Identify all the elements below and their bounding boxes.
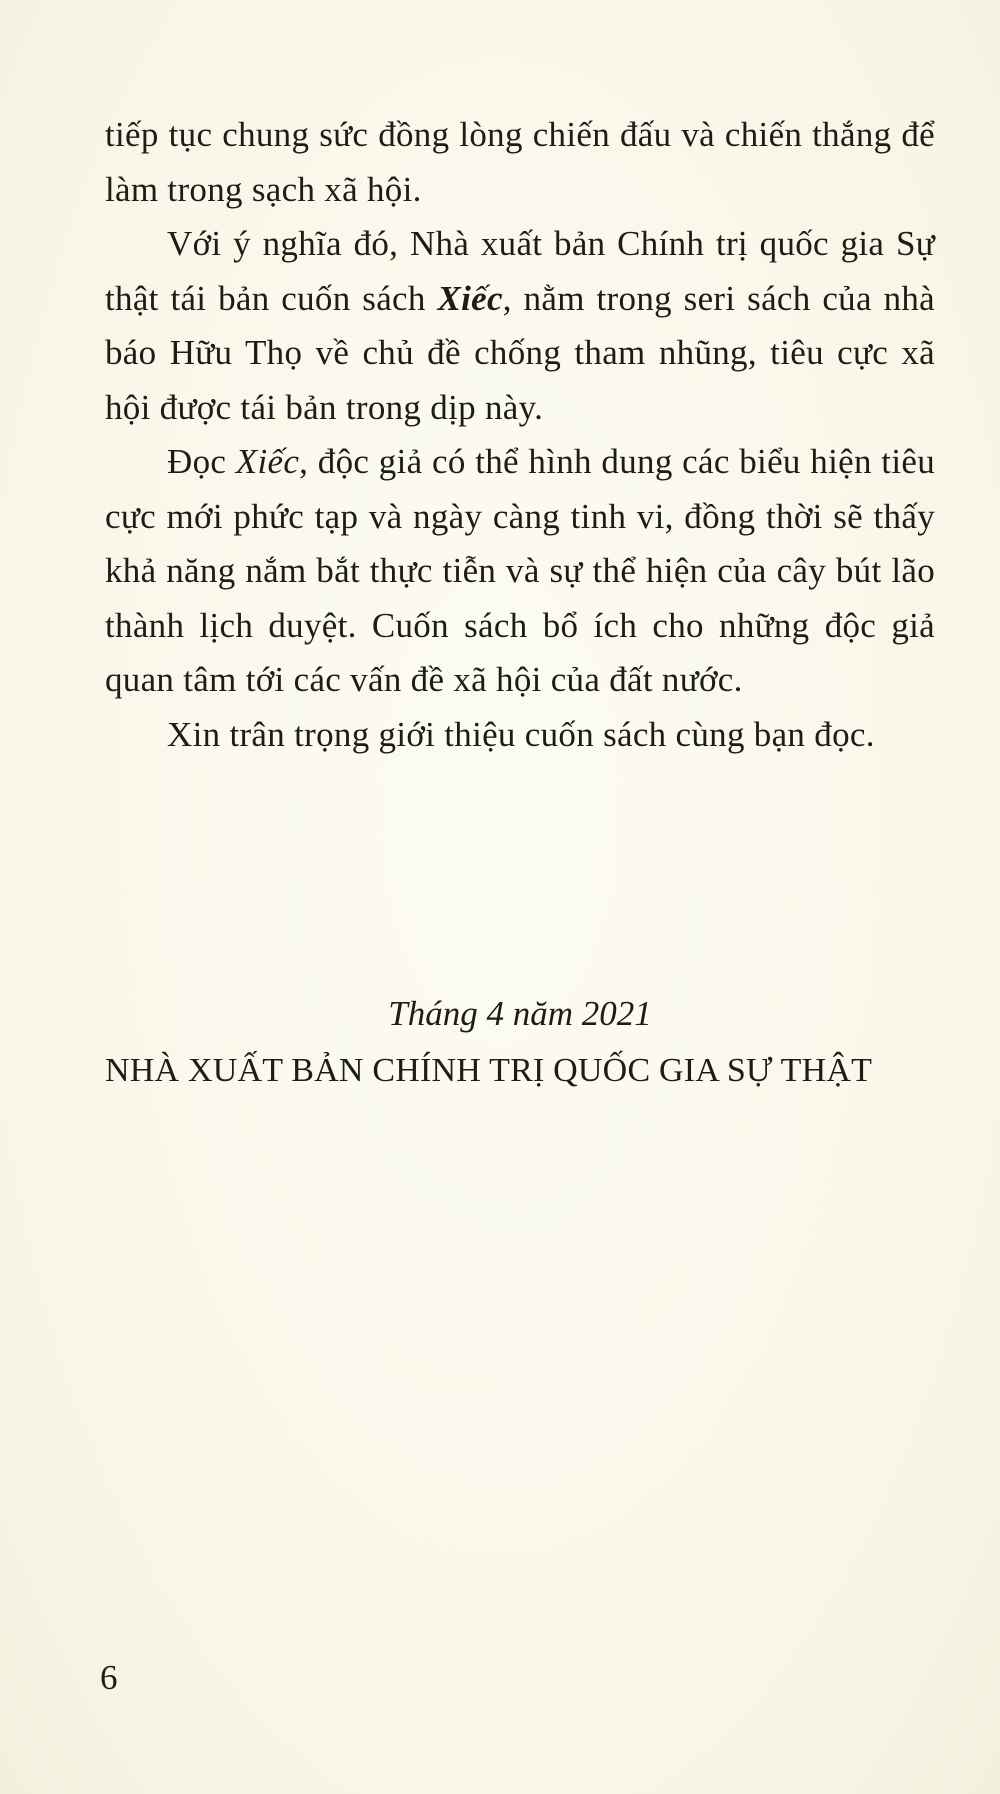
date-line: Tháng 4 năm 2021 (388, 994, 652, 1033)
book-title-xiec: Xiếc (437, 278, 503, 318)
book-title-xiec-italic: Xiếc (235, 442, 300, 481)
body-text (105, 108, 935, 762)
paragraph-introduction: Xin trân trọng giới thiệu cuốn sách cùng bạn đọc. (167, 714, 875, 754)
page-number: 6 (100, 1658, 118, 1697)
paragraph-continuation: tiếp tục chung sức đồng lòng chiến đấu và chiến thắng để làm trong sạch xã hội. (105, 115, 935, 209)
paragraph-reprint-note: Với ý nghĩa đó, Nhà xuất bản Chính trị quốc gia Sự thật tái bản cuốn sách Xiếc, nằm trong seri sách của nhà báo Hữu Thọ về chủ đề chống tham nhũng, tiêu cực xã hội được tái bản trong dịp này. (105, 224, 936, 427)
paragraph-reading-note: Đọc Xiếc, độc giả có thể hình dung các biểu hiện tiêu cực mới phức tạp và ngày càng tinh vi, đồng thời sẽ thấy khả năng nắm bắt thực tiễn và sự thể hiện của cây bút lão thành lịch duyệt. Cuốn sách bổ ích cho những độc giả quan tâm tới các vấn đề xã hội của đất nước. (105, 442, 935, 699)
publisher-name: NHÀ XUẤT BẢN CHÍNH TRỊ QUỐC GIA SỰ THẬT (105, 1052, 873, 1089)
